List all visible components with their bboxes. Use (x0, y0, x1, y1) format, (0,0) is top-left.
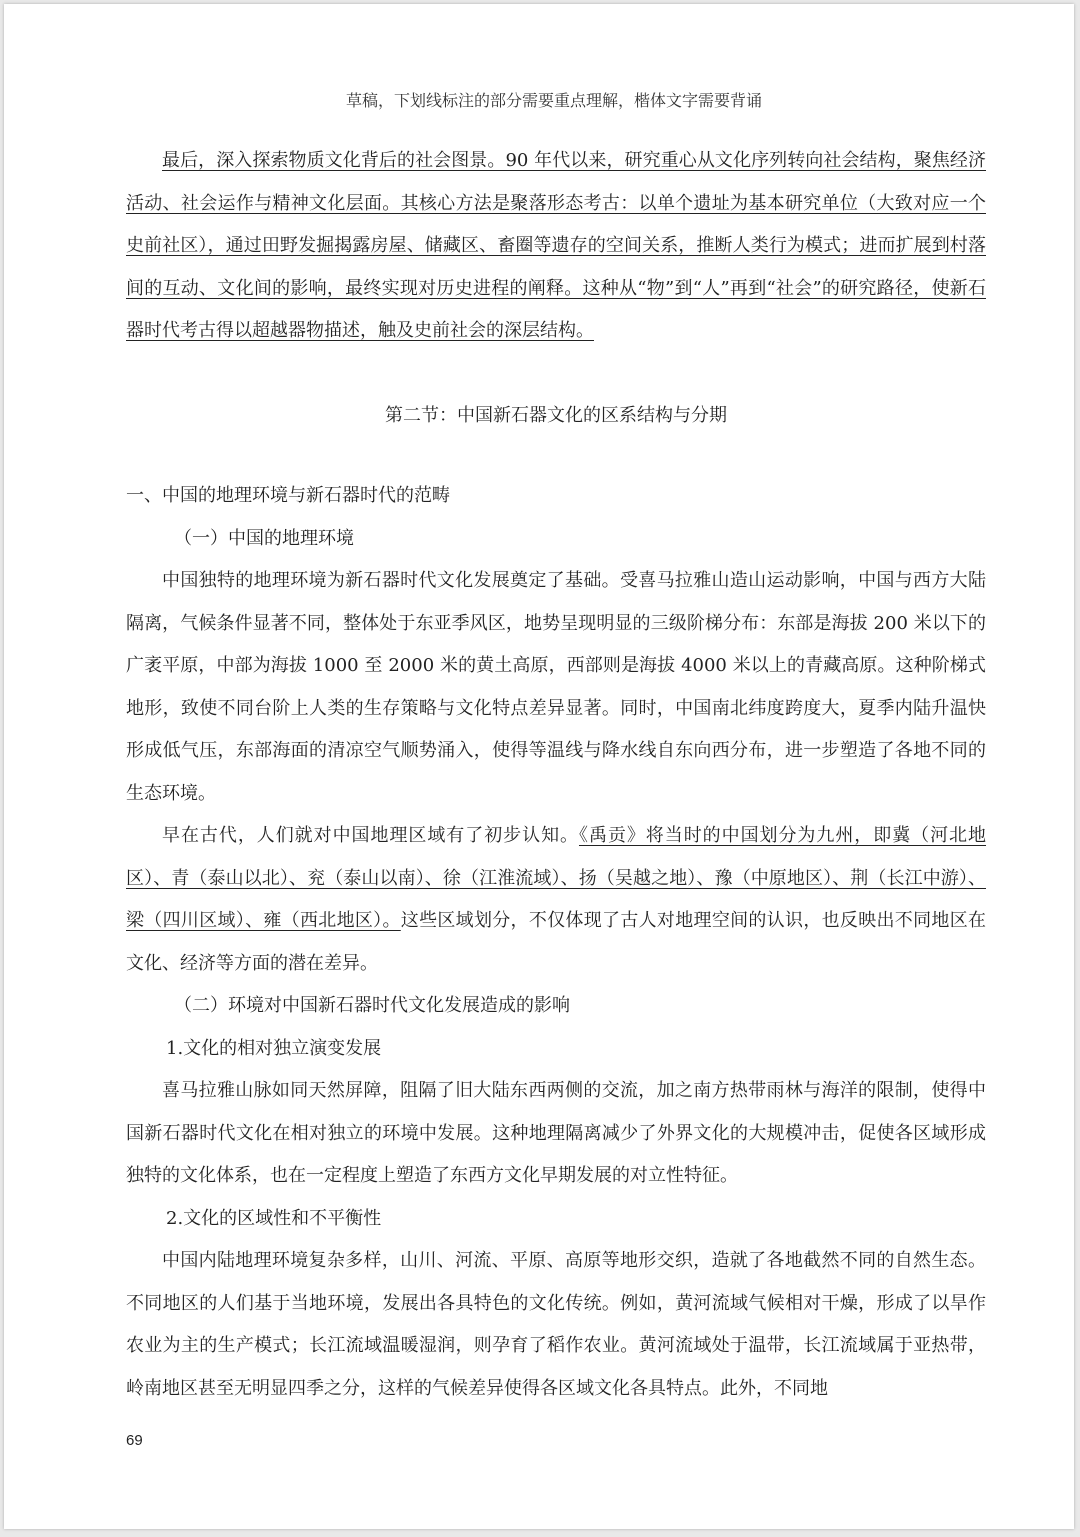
section-title: 第二节：中国新石器文化的区系结构与分期 (385, 404, 727, 426)
yugong-paragraph (126, 815, 986, 985)
part1-heading: 一、中国的地理环境与新石器时代的范畴 (126, 485, 450, 506)
item2-paragraph: 中国内陆地理环境复杂多样，山川、河流、平原、高原等地形交织，造就了各地截然不同的自然生态。不同地区的人们基于当地环境，发展出各具特色的文化传统。例如，黄河流域气候相对干燥，形成了以旱作农业为主的生产模式；长江流域温暖湿润，则孕育了稻作农业。黄河流域处于温带，长江流域属于亚热带，岭南地区甚至无明显四季之分，这样的气候差异使得各区域文化各具特点。此外，不同地 (126, 1250, 986, 1399)
spacer (126, 353, 986, 395)
yugong-tail-text: 这些区域划分，不仅体现了古人对地理空间的认识，也反映出不同地区在文化、经济等方面的潜在差异。 (126, 910, 986, 974)
subsection1-heading: （一）中国的地理环境 (174, 527, 354, 549)
intro-paragraph (126, 140, 986, 353)
spacer (126, 437, 986, 475)
page-header-note: 草稿，下划线标注的部分需要重点理解，楷体文字需要背诵 (345, 91, 762, 110)
yugong-underlined-text: 《禹贡》将当时的中国划分为九州，即冀（河北地区）、青（泰山以北）、兖（泰山以南）、徐（江淮流域）、扬（吴越之地）、豫（中原地区）、荆（长江中游）、梁（四川区域）、雍（西北地区）。 (126, 825, 987, 931)
page-content (126, 140, 986, 1410)
page-number: 69 (126, 1432, 143, 1449)
item2-heading: 2.文化的区域性和不平衡性 (166, 1207, 382, 1229)
intro-underlined-text: 最后，深入探索物质文化背后的社会图景。90 年代以来，研究重心从文化序列转向社会结构，聚焦经济活动、社会运作与精神文化层面。其核心方法是聚落形态考古：以单个遗址为基本研究单位（大致对应一个史前社区），通过田野发掘揭露房屋、储藏区、畜圈等遗存的空间关系，推断人类行为模式；进而扩展到村落间的互动、文化间的影响，最终实现对历史进程的阐释。这种从“物”到“人”再到“社会”的研究路径，使新石器时代考古得以超越器物描述，触及史前社会的深层结构。 (126, 150, 986, 341)
subsection2-heading: （二）环境对中国新石器时代文化发展造成的影响 (174, 995, 570, 1016)
yugong-lead-text: 早在古代，人们就对中国地理区域有了初步认知。 (162, 825, 579, 846)
geography-paragraph: 中国独特的地理环境为新石器时代文化发展奠定了基础。受喜马拉雅山造山运动影响，中国与西方大陆隔离，气候条件显著不同，整体处于东亚季风区，地势呈现明显的三级阶梯分布：东部是海拔 200 米以下的广袤平原，中部为海拔 1000 至 2000 米的黄土高原，西部则是海拔 4000 米以上的青藏高原。这种阶梯式地形，致使不同台阶上人类的生存策略与文化特点差异显著。同时，中国南北纬度跨度大，夏季内陆升温快形成低气压，东部海面的清凉空气顺势涌入，使得等温线与降水线自东向西分布，进一步塑造了各地不同的生态环境。 (126, 570, 986, 804)
item1-heading: 1.文化的相对独立演变发展 (166, 1037, 382, 1059)
document-page (4, 4, 1074, 1529)
item1-paragraph: 喜马拉雅山脉如同天然屏障，阻隔了旧大陆东西两侧的交流，加之南方热带雨林与海洋的限制，使得中国新石器时代文化在相对独立的环境中发展。这种地理隔离减少了外界文化的大规模冲击，促使各区域形成独特的文化体系，也在一定程度上塑造了东西方文化早期发展的对立性特征。 (126, 1080, 986, 1186)
